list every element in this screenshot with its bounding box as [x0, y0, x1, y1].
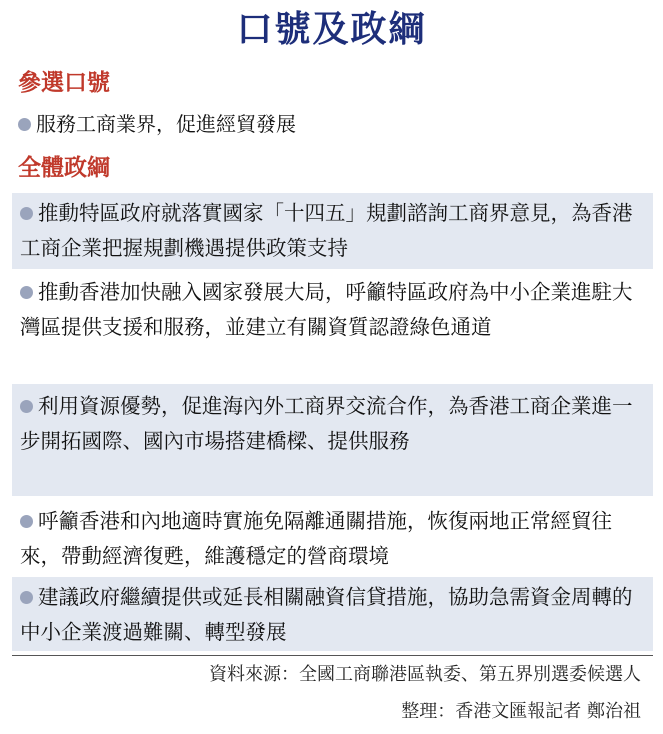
bullet-dot-icon: [20, 207, 33, 220]
platform-item-4: [12, 500, 653, 576]
bullet-dot-icon: [20, 286, 33, 299]
bullet-dot-icon: [18, 118, 31, 131]
page-title: 口號及政綱: [236, 8, 427, 50]
slogan-item-text: 服務工商業界，促進經貿發展: [36, 112, 296, 136]
platform-item-text: 推動香港加快融入國家發展大局，呼籲特區政府為中小企業進駐大灣區提供支援和服務，並建立有關資質認證綠色通道: [20, 280, 633, 339]
platform-item-text: 利用資源優勢，促進海內外工商界交流合作，為香港工商企業進一步開拓國際、國內市場搭建橋樑、提供服務: [20, 394, 633, 453]
platform-item-2: [12, 272, 653, 380]
footer-divider: [12, 655, 653, 656]
bullet-dot-icon: [20, 515, 33, 528]
platform-item-text: 呼籲香港和內地適時實施免隔離通關措施，恢復兩地正常經貿往來，帶動經濟復甦，維護穩定的營商環境: [20, 509, 612, 568]
bullet-dot-icon: [20, 591, 33, 604]
platform-item-text: 推動特區政府就落實國家「十四五」規劃諮詢工商界意見，為香港工商企業把握規劃機遇提供政策支持: [20, 201, 633, 260]
footer-source: 資料來源：全國工商聯港區執委、第五界別選委候選人: [209, 664, 641, 685]
platform-item-3: [12, 384, 653, 496]
platform-heading: 全體政綱: [18, 155, 110, 181]
slogan-item: [18, 107, 649, 142]
platform-item-5: [12, 577, 653, 651]
footer-credit: 整理：香港文匯報記者 鄭治祖: [401, 701, 641, 722]
platform-item-1: [12, 193, 653, 269]
platform-item-text: 建議政府繼續提供或延長相關融資信貸措施，協助急需資金周轉的中小企業渡過難關、轉型發展: [20, 585, 633, 644]
bullet-dot-icon: [20, 400, 33, 413]
slogan-heading: 參選口號: [18, 70, 110, 96]
